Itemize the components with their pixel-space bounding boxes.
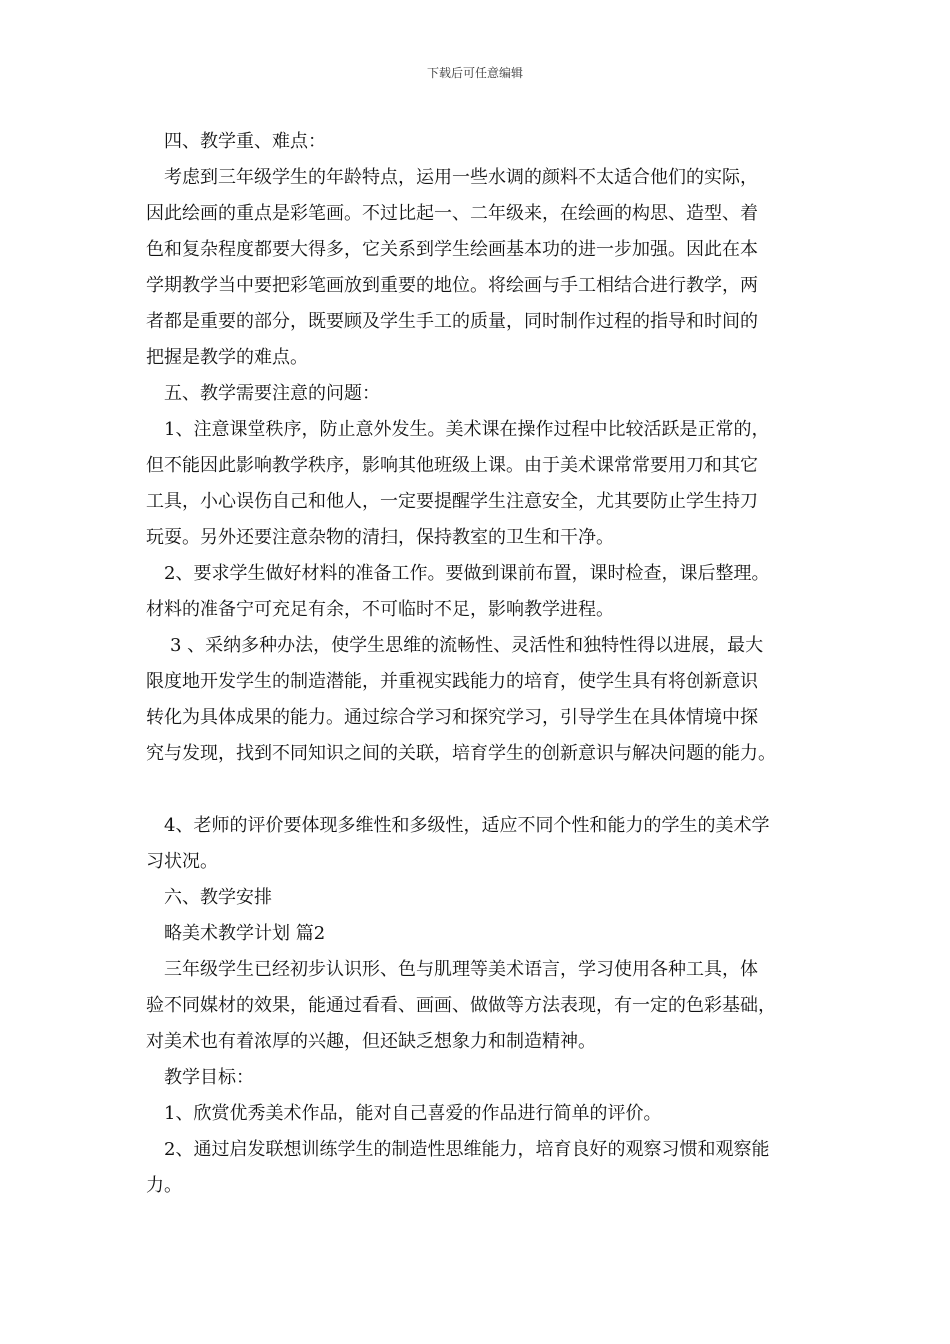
paragraph-line: 习状况。	[146, 851, 218, 872]
blank-line	[146, 772, 820, 808]
section-heading: 四、教学重、难点：	[164, 131, 326, 152]
paragraph-line: 2、通过启发联想训练学生的制造性思维能力，培育良好的观察习惯和观察能	[164, 1139, 770, 1160]
paragraph-line: 3 、采纳多种办法，使学生思维的流畅性、灵活性和独特性得以进展，最大	[170, 635, 764, 656]
paragraph-line: 1、注意课堂秩序，防止意外发生。美术课在操作过程中比较活跃是正常的，	[164, 419, 770, 440]
section-heading: 六、教学安排	[164, 887, 272, 908]
paragraph-line: 者都是重要的部分，既要顾及学生手工的质量，同时制作过程的指导和时间的	[146, 311, 758, 332]
paragraph-line: 材料的准备宁可充足有余，不可临时不足，影响教学进程。	[146, 599, 614, 620]
paragraph-line: 考虑到三年级学生的年龄特点，运用一些水调的颜料不太适合他们的实际，	[164, 167, 758, 188]
paragraph-line: 4、老师的评价要体现多维性和多级性，适应不同个性和能力的学生的美术学	[164, 815, 770, 836]
paragraph-line: 玩耍。另外还要注意杂物的清扫，保持教室的卫生和干净。	[146, 527, 614, 548]
paragraph-line: 但不能因此影响教学秩序，影响其他班级上课。由于美术课常常要用刀和其它	[146, 455, 758, 476]
paragraph-line: 1、欣赏优秀美术作品，能对自己喜爱的作品进行简单的评价。	[164, 1103, 662, 1124]
paragraph-line: 色和复杂程度都要大得多，它关系到学生绘画基本功的进一步加强。因此在本	[146, 239, 758, 260]
paragraph-line: 力。	[146, 1175, 182, 1196]
section-heading: 教学目标：	[164, 1067, 254, 1088]
document-body	[146, 124, 820, 1204]
document-title: 略美术教学计划 篇2	[164, 923, 326, 944]
section-heading: 五、教学需要注意的问题：	[164, 383, 380, 404]
paragraph-line: 学期教学当中要把彩笔画放到重要的地位。将绘画与手工相结合进行教学，两	[146, 275, 758, 296]
paragraph-line: 工具，小心误伤自己和他人，一定要提醒学生注意安全，尤其要防止学生持刀	[146, 491, 758, 512]
paragraph-line: 验不同媒材的效果，能通过看看、画画、做做等方法表现，有一定的色彩基础，	[146, 995, 776, 1016]
paragraph-line: 限度地开发学生的制造潜能，并重视实践能力的培育，使学生具有将创新意识	[146, 671, 758, 692]
paragraph-line: 2、要求学生做好材料的准备工作。要做到课前布置，课时检查，课后整理。	[164, 563, 770, 584]
paragraph-line: 对美术也有着浓厚的兴趣，但还缺乏想象力和制造精神。	[146, 1031, 596, 1052]
paragraph-line: 把握是教学的难点。	[146, 347, 308, 368]
page-header: 下载后可任意编辑	[426, 66, 523, 80]
paragraph-line: 因此绘画的重点是彩笔画。不过比起一、二年级来，在绘画的构思、造型、着	[146, 203, 758, 224]
paragraph-line: 究与发现，找到不同知识之间的关联，培育学生的创新意识与解决问题的能力。	[146, 743, 776, 764]
paragraph-line: 转化为具体成果的能力。通过综合学习和探究学习，引导学生在具体情境中探	[146, 707, 758, 728]
paragraph-line: 三年级学生已经初步认识形、色与肌理等美术语言，学习使用各种工具，体	[164, 959, 758, 980]
